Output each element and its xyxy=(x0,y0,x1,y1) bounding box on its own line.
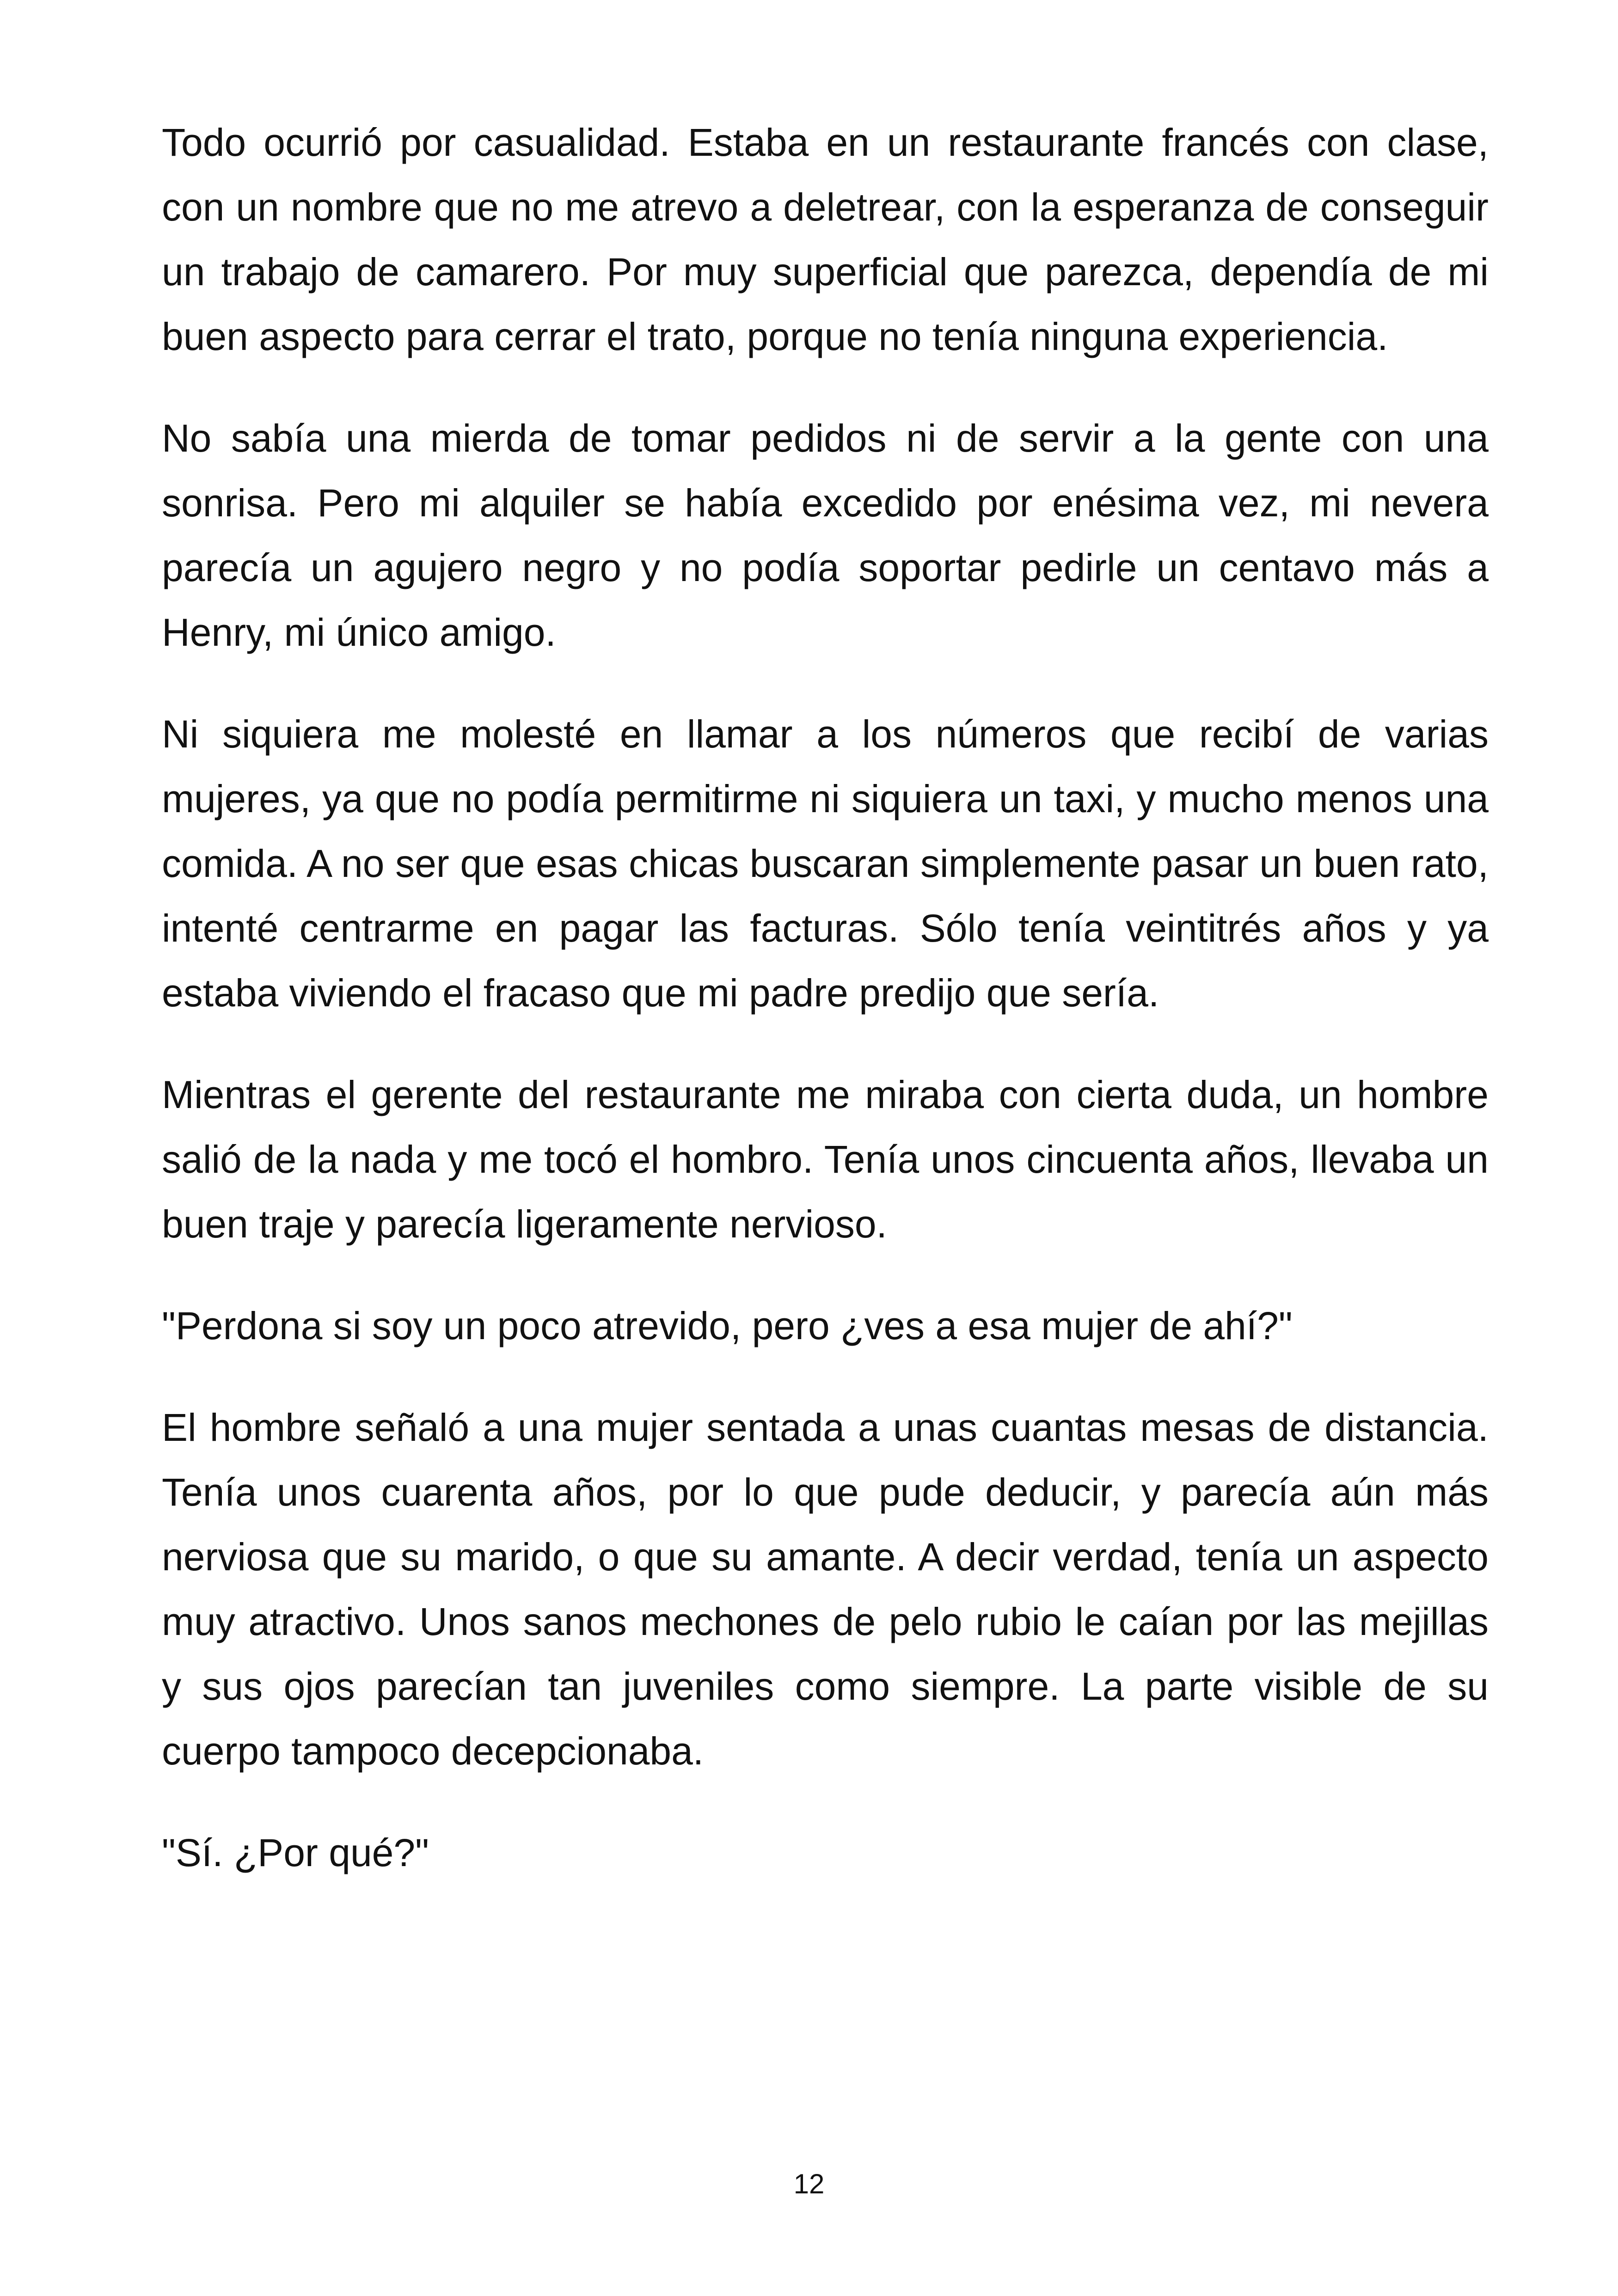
paragraph: "Perdona si soy un poco atrevido, pero ¿ves a esa mujer de ahí?" xyxy=(162,1304,1293,1347)
paragraph: El hombre señaló a una mujer sentada a unas cuantas mesas de distancia. Tenía unos cuarenta años, por lo que pude deducir, y parecía aún más nerviosa que su marido, o que su amante. A decir verdad, tenía un aspecto muy atractivo. Unos sanos mechones de pelo rubio le caían por las mejillas y sus ojos parecían tan juveniles como siempre. La parte visible de su cuerpo tampoco decepcionaba. xyxy=(162,1406,1489,1773)
paragraph: Ni siquiera me molesté en llamar a los números que recibí de varias mujeres, ya que no podía permitirme ni siquiera un taxi, y mucho menos una comida. A no ser que esas chicas buscaran simplemente pasar un buen rato, intenté centrarme en pagar las facturas. Sólo tenía veintitrés años y ya estaba viviendo el fracaso que mi padre predijo que sería. xyxy=(162,712,1489,1015)
page-number: 12 xyxy=(793,2168,825,2199)
body-text xyxy=(162,110,1489,1922)
paragraph: Mientras el gerente del restaurante me miraba con cierta duda, un hombre salió de la nada y me tocó el hombro. Tenía unos cincuenta años, llevaba un buen traje y parecía ligeramente nervioso. xyxy=(162,1073,1489,1246)
paragraph: "Sí. ¿Por qué?" xyxy=(162,1831,429,1874)
paragraph: No sabía una mierda de tomar pedidos ni de servir a la gente con una sonrisa. Pero mi alquiler se había excedido por enésima vez, mi nevera parecía un agujero negro y no podía soportar pedirle un centavo más a Henry, mi único amigo. xyxy=(162,416,1489,654)
paragraph: Todo ocurrió por casualidad. Estaba en un restaurante francés con clase, con un nombre que no me atrevo a deletrear, con la esperanza de conseguir un trabajo de camarero. Por muy superficial que parezca, dependía de mi buen aspecto para cerrar el trato, porque no tenía ninguna experiencia. xyxy=(162,121,1489,358)
